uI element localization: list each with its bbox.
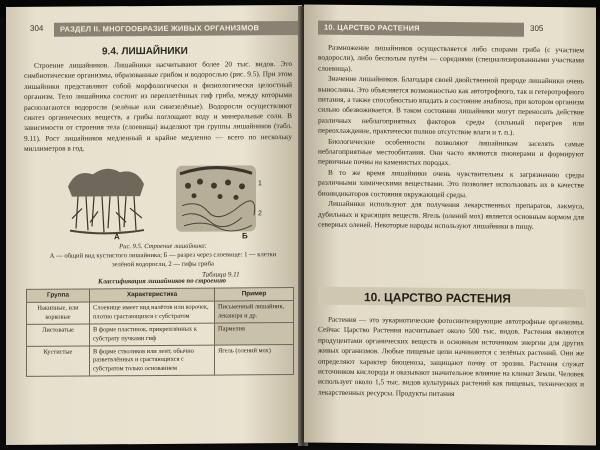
lichen-section-drawing <box>176 165 262 232</box>
right-paragraph-5: Лишайники используют для получения лекарственных препаратов, лакмуса, дубильных и красящих веществ. Ягель (олений мох) является основным кормом для северных оленей. Некоторые народы используют лишайники в пищу. <box>318 198 584 231</box>
left-page <box>6 5 302 445</box>
table-number: Таблица 9.11 <box>202 270 240 279</box>
figure-label-a: А <box>114 232 120 242</box>
table-cell: Слоевище имеет вид налётов или корочек, плотно срастающихся с субстратом <box>90 301 215 324</box>
table-header-cell: Характеристика <box>90 288 215 302</box>
left-body-text <box>24 59 292 155</box>
table-row <box>27 323 294 347</box>
table-cell: Листоватые <box>27 324 90 346</box>
chapter-paragraph-1: Растения — это эукариотические фотосинтезирующие автотрофные организмы. Сейчас Царство Растения насчитывает около 500 тыс. видов. Растения являются продуцентами органических веществ и основным источником энергии для других живых организмов. Любые пищевые цепи начинаются с зелёных растений. Они же определяют характер биоценоза, защищают почву от эрозии. Растения служат источником кислорода и оказывают значительное влияние на климат Земли. Человек использует около 1,5 тыс. видов культурных растений как пищевых, технических и лекарственных ресурсы. Продукты питания <box>318 314 584 398</box>
section-title: 9.4. ЛИШАЙНИКИ <box>102 45 188 58</box>
table-title: Классификация лишайников по строению <box>98 277 226 286</box>
left-paragraph-1: Строение лишайников. Лишайники насчитывают более 20 тыс. видов. Это симбиотические организмы, образованные грибом и водорослью (рис. 9.5). При этом лишайники представляют собой морфологически и физиологически целостный организм. Тело лишайника состоит из переплетённых гиф гриба, между которыми располагаются водоросли (зелёные или синезелёные). Водоросли осуществляют синтез органических веществ, а грибы поглощают воду и минеральные соли. В зависимости от строения тела (слоевища) выделяют три группы лишайников (табл. 9.11). Рост лишайников медленный и крайне медленно — всего по нескольку миллиметров в год. <box>24 59 292 154</box>
figure-caption-text: А — общий вид кустистого лишайника; Б — разрез через слоевище: 1 — клетки зелёной водоросли, 2 — гифы гриба <box>49 251 277 269</box>
svg-text:2: 2 <box>258 210 262 218</box>
chapter-body-text <box>318 315 584 401</box>
table-cell: В форме пластинок, прикреплённых к субстрату пучками гиф <box>90 323 215 346</box>
right-body-text <box>318 43 584 233</box>
page-number-left: 304 <box>30 23 44 33</box>
open-book <box>6 6 598 446</box>
chapter-title: 10. ЦАРСТВО РАСТЕНИЯ <box>364 290 511 306</box>
running-head-left: РАЗДЕЛ II. МНОГООБРАЗИЕ ЖИВЫХ ОРГАНИЗМОВ <box>54 21 300 37</box>
page-number-right: 305 <box>530 23 544 33</box>
table-cell: Письменный лишайник, леканора и др. <box>215 301 294 323</box>
right-page <box>304 4 596 445</box>
table-row <box>27 345 294 377</box>
running-head-right: 10. ЦАРСТВО РАСТЕНИЯ <box>318 21 524 37</box>
figure-caption <box>38 241 288 270</box>
table-cell: Ягель (олений мох) <box>215 345 294 376</box>
table-row <box>27 301 294 325</box>
lichen-classification-table <box>26 287 294 377</box>
figure-label-b: Б <box>242 231 248 241</box>
table-cell: Накипные, или корковые <box>27 302 90 324</box>
lichen-figure <box>58 155 268 241</box>
right-paragraph-3: Биологические особенности позволяют лишайникам заселять самые неблагоприятные местообитания. Они часто являются пионерами и формируют первичные почвы на каменистых породах. <box>318 136 584 168</box>
svg-text:1: 1 <box>258 180 262 188</box>
right-paragraph-1: Размножение лишайников осуществляется либо спорами гриба (с участием водоросли), либо бесполым путём — соредиями (специализированными участками слоевища). <box>318 42 584 73</box>
table-header-cell: Группа <box>27 289 90 303</box>
table-cell: Пармелия <box>215 323 294 345</box>
table-cell: Кустистые <box>27 346 90 377</box>
table-cell: В форме стволиков или лент, обычно разветвлённых и срастающихся с субстратом только основанием <box>90 345 215 376</box>
figure-caption-title: Рис. 9.5. Строение лишайника: <box>119 242 207 251</box>
right-paragraph-2: Значение лишайников. Благодаря своей двойственной природе лишайники очень выносливы. Это объясняется возможностью как автотрофного, так и гетеротрофного питания, а также способностью впадать в состояние анабиоза, при котором организм сильно обезвоживается. В таком состоянии лишайники могут переносить действие различных неблагоприятных факторов среды (сильный перегрев или переохлаждение, практически полное отсутствие влаги и т. п.). <box>318 73 584 137</box>
right-paragraph-4: В то же время лишайники очень чувствительны к загрязнению среды различными химическими веществами. Это позволяет использовать их в качестве биоиндикаторов состояния окружающей среды. <box>318 167 584 199</box>
lichen-general-view-drawing <box>68 169 144 234</box>
table-header-cell: Пример <box>215 288 294 302</box>
